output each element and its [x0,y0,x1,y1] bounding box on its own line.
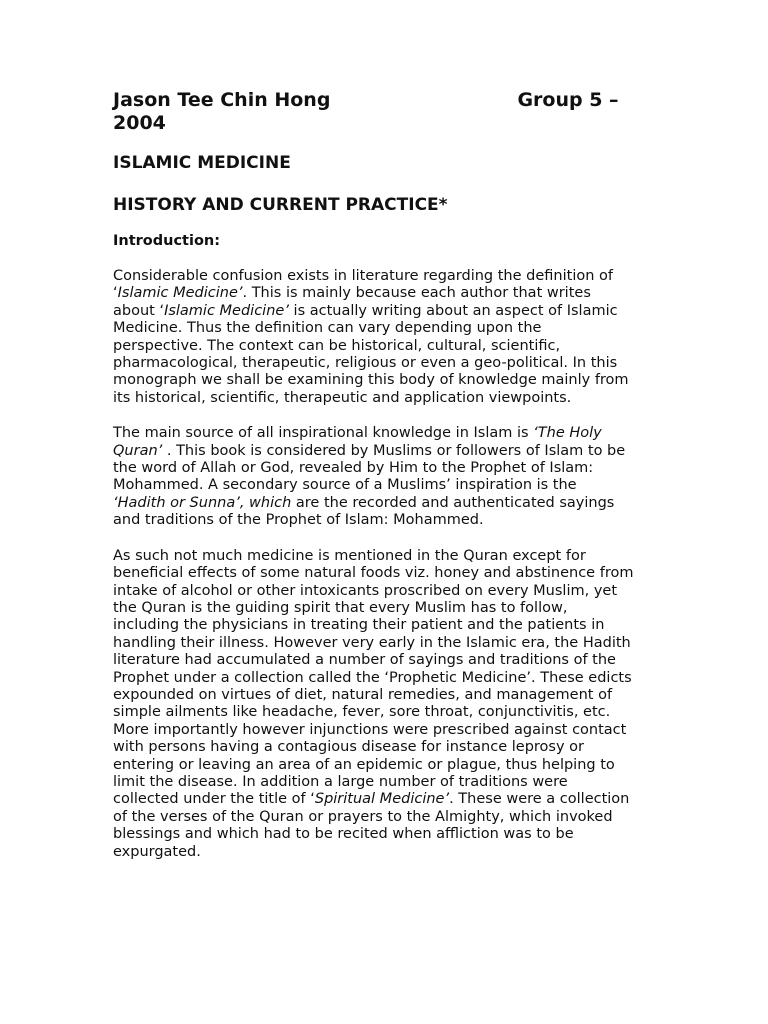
paragraph-line [113,791,658,808]
paragraph-line: limit the disease. In addition a large number of traditions were [113,773,568,790]
italic-term: Spiritual Medicine’ [314,791,450,808]
paragraph-line: with persons having a contagious disease for instance leprosy or [113,739,584,756]
paragraph-line: Considerable confusion exists in literature regarding the definition of [113,268,613,284]
italic-term: Quran’ [113,442,163,459]
paragraph-line [113,425,658,442]
paragraph-line [113,495,658,512]
paragraph-line [113,443,658,460]
text-run: are the recorded and authenticated sayings [291,494,615,511]
year-line [113,112,658,135]
italic-term: Islamic Medicine’ [164,302,289,319]
document-page [113,89,658,861]
paragraph-line: expounded on virtues of diet, natural remedies, and management of [113,686,613,703]
year-label: 2004 [113,112,166,134]
text-run: ‘ [113,285,118,302]
paragraph-line: the word of Allah or God, revealed by Him to the Prophet of Islam: [113,460,594,477]
paragraph-line: literature had accumulated a number of sayings and traditions of the [113,652,616,669]
text-run: . These were a collection [449,791,630,808]
paragraph-line: intake of alcohol or other intoxicants proscribed on every Muslim, yet [113,582,618,599]
document-subtitle: HISTORY AND CURRENT PRACTICE* [113,195,448,215]
paragraph-line: handling their illness. However very early in the Islamic era, the Hadith [113,634,631,651]
author-line [113,89,658,112]
paragraph-2 [113,425,658,529]
paragraph-1 [113,268,658,407]
paragraph-line: the Quran is the guiding spirit that every Muslim has to follow, [113,599,568,616]
paragraph-line: beneficial effects of some natural foods viz. honey and abstinence from [113,565,634,582]
paragraph-line: monograph we shall be examining this body of knowledge mainly from [113,372,629,389]
author-name: Jason Tee Chin Hong [113,89,331,111]
text-run: is actually writing about an aspect of Islamic [288,302,618,319]
italic-term: Islamic Medicine’ [117,285,243,302]
paragraph-line: expurgated. [113,843,201,860]
document-title: ISLAMIC MEDICINE [113,153,291,173]
italic-term: ‘The Holy [533,425,602,442]
paragraph-line [113,303,658,320]
paragraph-line: blessings and which had to be recited when affliction was to be [113,826,574,843]
group-label: Group 5 – [517,89,619,111]
paragraph-line: perspective. The context can be historical, cultural, scientific, [113,337,561,354]
paragraph-line: pharmacological, therapeutic, religious or even a geo-political. In this [113,355,618,372]
paragraph-line: of the verses of the Quran or prayers to the Almighty, which invoked [113,808,613,825]
text-run: The main source of all inspirational knowledge in Islam is [113,425,534,442]
paragraph-line: and traditions of the Prophet of Islam: Mohammed. [113,512,484,529]
text-run: about ‘ [113,302,165,319]
section-heading-introduction: Introduction: [113,233,221,249]
text-run: . This is mainly because each author that writes [242,285,591,302]
paragraph-line: Medicine. Thus the definition can vary depending upon the [113,320,542,337]
paragraph-line: simple ailments like headache, fever, sore throat, conjunctivitis, etc. [113,704,611,721]
paragraph-line: Mohammed. A secondary source of a Muslims’ inspiration is the [113,477,577,494]
paragraph-line: More importantly however injunctions were prescribed against contact [113,721,627,738]
paragraph-line: As such not much medicine is mentioned in the Quran except for [113,547,586,564]
paragraph-3 [113,548,658,861]
paragraph-line: its historical, scientific, therapeutic and application viewpoints. [113,389,572,406]
text-run: collected under the title of ‘ [113,791,315,808]
paragraph-line: including the physicians in treating their patient and the patients in [113,617,605,634]
paragraph-line: Prophet under a collection called the ‘Prophetic Medicine’. These edicts [113,669,632,686]
paragraph-line [113,285,658,302]
italic-term: ‘Hadith or Sunna’, which [113,494,292,511]
text-run: . This book is considered by Muslims or followers of Islam to be [162,442,626,459]
paragraph-line: entering or leaving an area of an epidemic or plague, thus helping to [113,756,615,773]
